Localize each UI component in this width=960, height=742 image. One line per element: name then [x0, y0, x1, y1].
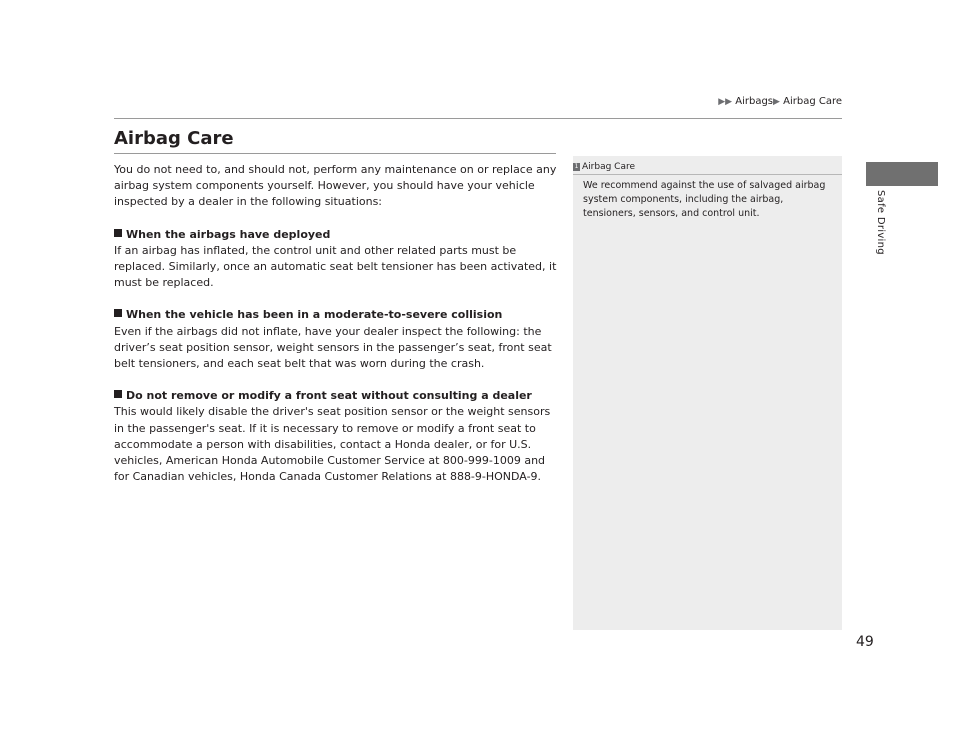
- breadcrumb: [718, 96, 842, 107]
- main-content: [114, 128, 558, 485]
- note-number-icon: 1: [574, 163, 579, 170]
- page-title: Airbag Care: [114, 128, 556, 154]
- section-heading-collision: When the vehicle has been in a moderate-to-severe collision: [114, 307, 558, 323]
- intro-paragraph: You do not need to, and should not, perform any maintenance on or replace any airbag system components yourself. However, you should have your vehicle inspected by a dealer in the following situations:: [114, 163, 557, 209]
- breadcrumb-arrow-icon: ▶: [718, 97, 726, 107]
- breadcrumb-item-airbag-care: Airbag Care: [783, 96, 842, 107]
- section-body-deployed: If an airbag has inflated, the control unit and other related parts must be replaced. Similarly, once an automatic seat belt tensioner has been activated, it must be replaced.: [114, 243, 557, 290]
- header-divider: [114, 118, 842, 119]
- section-heading-deployed: When the airbags have deployed: [114, 227, 558, 243]
- note-header: [573, 162, 842, 175]
- breadcrumb-arrow-icon: ▶: [725, 97, 733, 107]
- breadcrumb-item-airbags[interactable]: Airbags: [735, 96, 773, 107]
- square-bullet-icon: [114, 309, 122, 317]
- section-body-collision: Even if the airbags did not inflate, have your dealer inspect the following: the driver’s seat position sensor, weight sensors in the passenger’s seat, front seat belt tensioners, and each seat belt that was worn during the crash.: [114, 324, 552, 371]
- note-body: We recommend against the use of salvaged airbag system components, including the airbag, tensioners, sensors, and control unit.: [583, 180, 826, 219]
- section-tab-label: Safe Driving: [875, 190, 886, 255]
- square-bullet-icon: [114, 229, 122, 237]
- breadcrumb-arrow-icon: ▶: [773, 97, 780, 107]
- sidebar-note: [573, 156, 842, 630]
- square-bullet-icon: [114, 390, 122, 398]
- section-heading-front-seat: Do not remove or modify a front seat without consulting a dealer: [114, 388, 558, 404]
- section-body-front-seat: This would likely disable the driver's seat position sensor or the weight sensors in the passenger's seat. If it is necessary to remove or modify a front seat to accommodate a person with disabilities, contact a Honda dealer, or for U.S. vehicles, American Honda Automobile Customer Service at 800-999-1009 and for Canadian vehicles, Honda Canada Customer Relations at 888-9-HONDA-9.: [114, 405, 551, 484]
- section-tab: [866, 162, 938, 186]
- page-number: 49: [856, 634, 874, 650]
- note-title: Airbag Care: [582, 162, 635, 172]
